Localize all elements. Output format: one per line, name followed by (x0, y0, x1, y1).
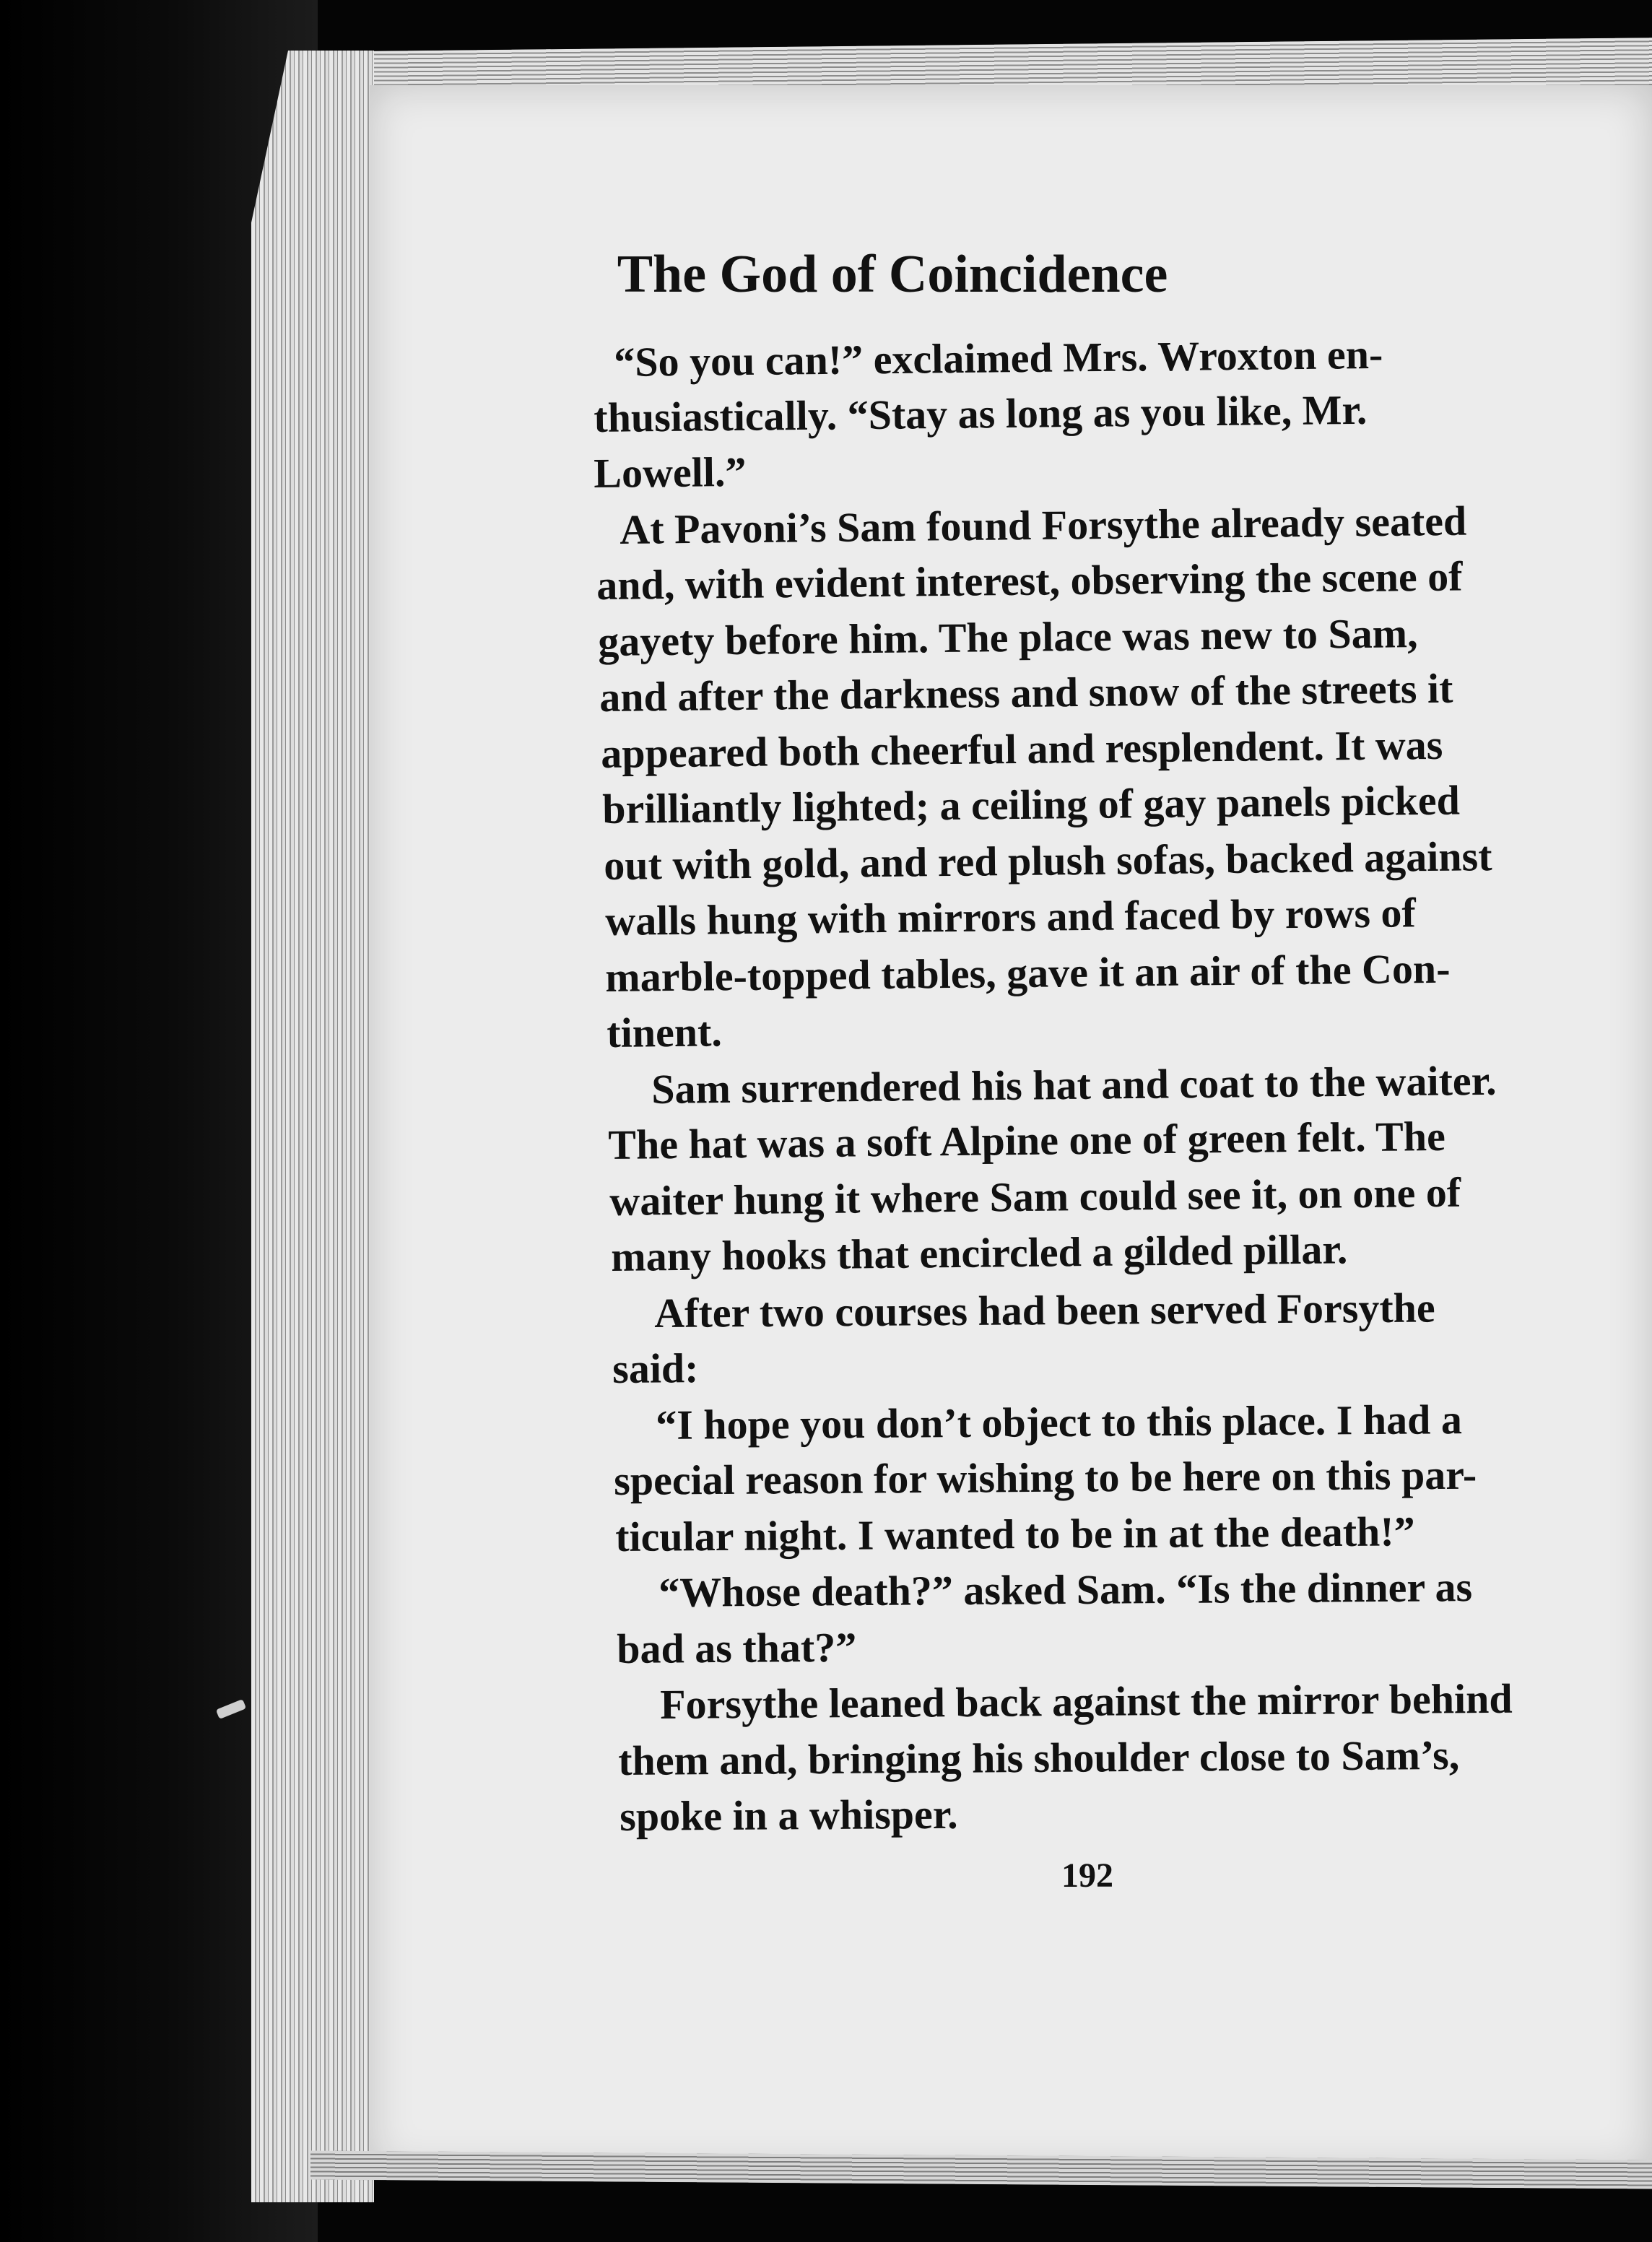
text-line: walls hung with mirrors and faced by rows of (605, 889, 1417, 944)
text-line: and, with evident interest, observing the scene of (596, 552, 1463, 609)
text-line: special reason for wishing to be here on this par- (614, 1451, 1477, 1504)
text-line: said: (612, 1344, 699, 1392)
running-head: The God of Coincidence (617, 245, 1168, 304)
text-line: tinent. (607, 1008, 723, 1056)
text-line: brilliantly lighted; a ceiling of gay panels picked (602, 776, 1461, 833)
text-line: appeared both cheerful and resplendent. It was (601, 721, 1443, 777)
side-page-edges (251, 51, 374, 2202)
text-line: thusiastically. “Stay as long as you like, Mr. (594, 386, 1368, 441)
text-line: The hat was a soft Alpine one of green felt. The (608, 1112, 1446, 1168)
text-line: out with gold, and red plush sofas, backed against (604, 833, 1492, 889)
text-line: them and, bringing his shoulder close to Sam’s, (618, 1731, 1460, 1784)
text-line: “So you can!” exclaimed Mrs. Wroxton en- (614, 330, 1383, 386)
text-line: and after the darkness and snow of the streets it (599, 664, 1453, 721)
text-line: At Pavoni’s Sam found Forsythe already seated (620, 497, 1467, 553)
text-line: marble-topped tables, gave it an air of the Con- (605, 944, 1451, 1001)
text-line: Lowell.” (594, 448, 747, 497)
text-line: many hooks that encircled a gilded pillar. (611, 1225, 1348, 1280)
text-line: spoke in a whisper. (620, 1790, 958, 1840)
page-number: 192 (1061, 1856, 1113, 1895)
text-line: Forsythe leaned back against the mirror behind (660, 1674, 1513, 1728)
text-line: gayety before him. The place was new to Sam, (598, 609, 1418, 665)
text-line: bad as that?” (617, 1623, 857, 1672)
text-line: “Whose death?” asked Sam. “Is the dinner as (658, 1563, 1473, 1616)
text-line: waiter hung it where Sam could see it, on one of (609, 1168, 1461, 1225)
text-line: After two courses had been served Forsythe (654, 1284, 1435, 1337)
text-line: ticular night. I wanted to be in at the death!” (615, 1508, 1415, 1560)
text-line: Sam surrendered his hat and coat to the waiter. (651, 1056, 1497, 1113)
text-line: “I hope you don’t object to this place. I had a (656, 1396, 1463, 1448)
